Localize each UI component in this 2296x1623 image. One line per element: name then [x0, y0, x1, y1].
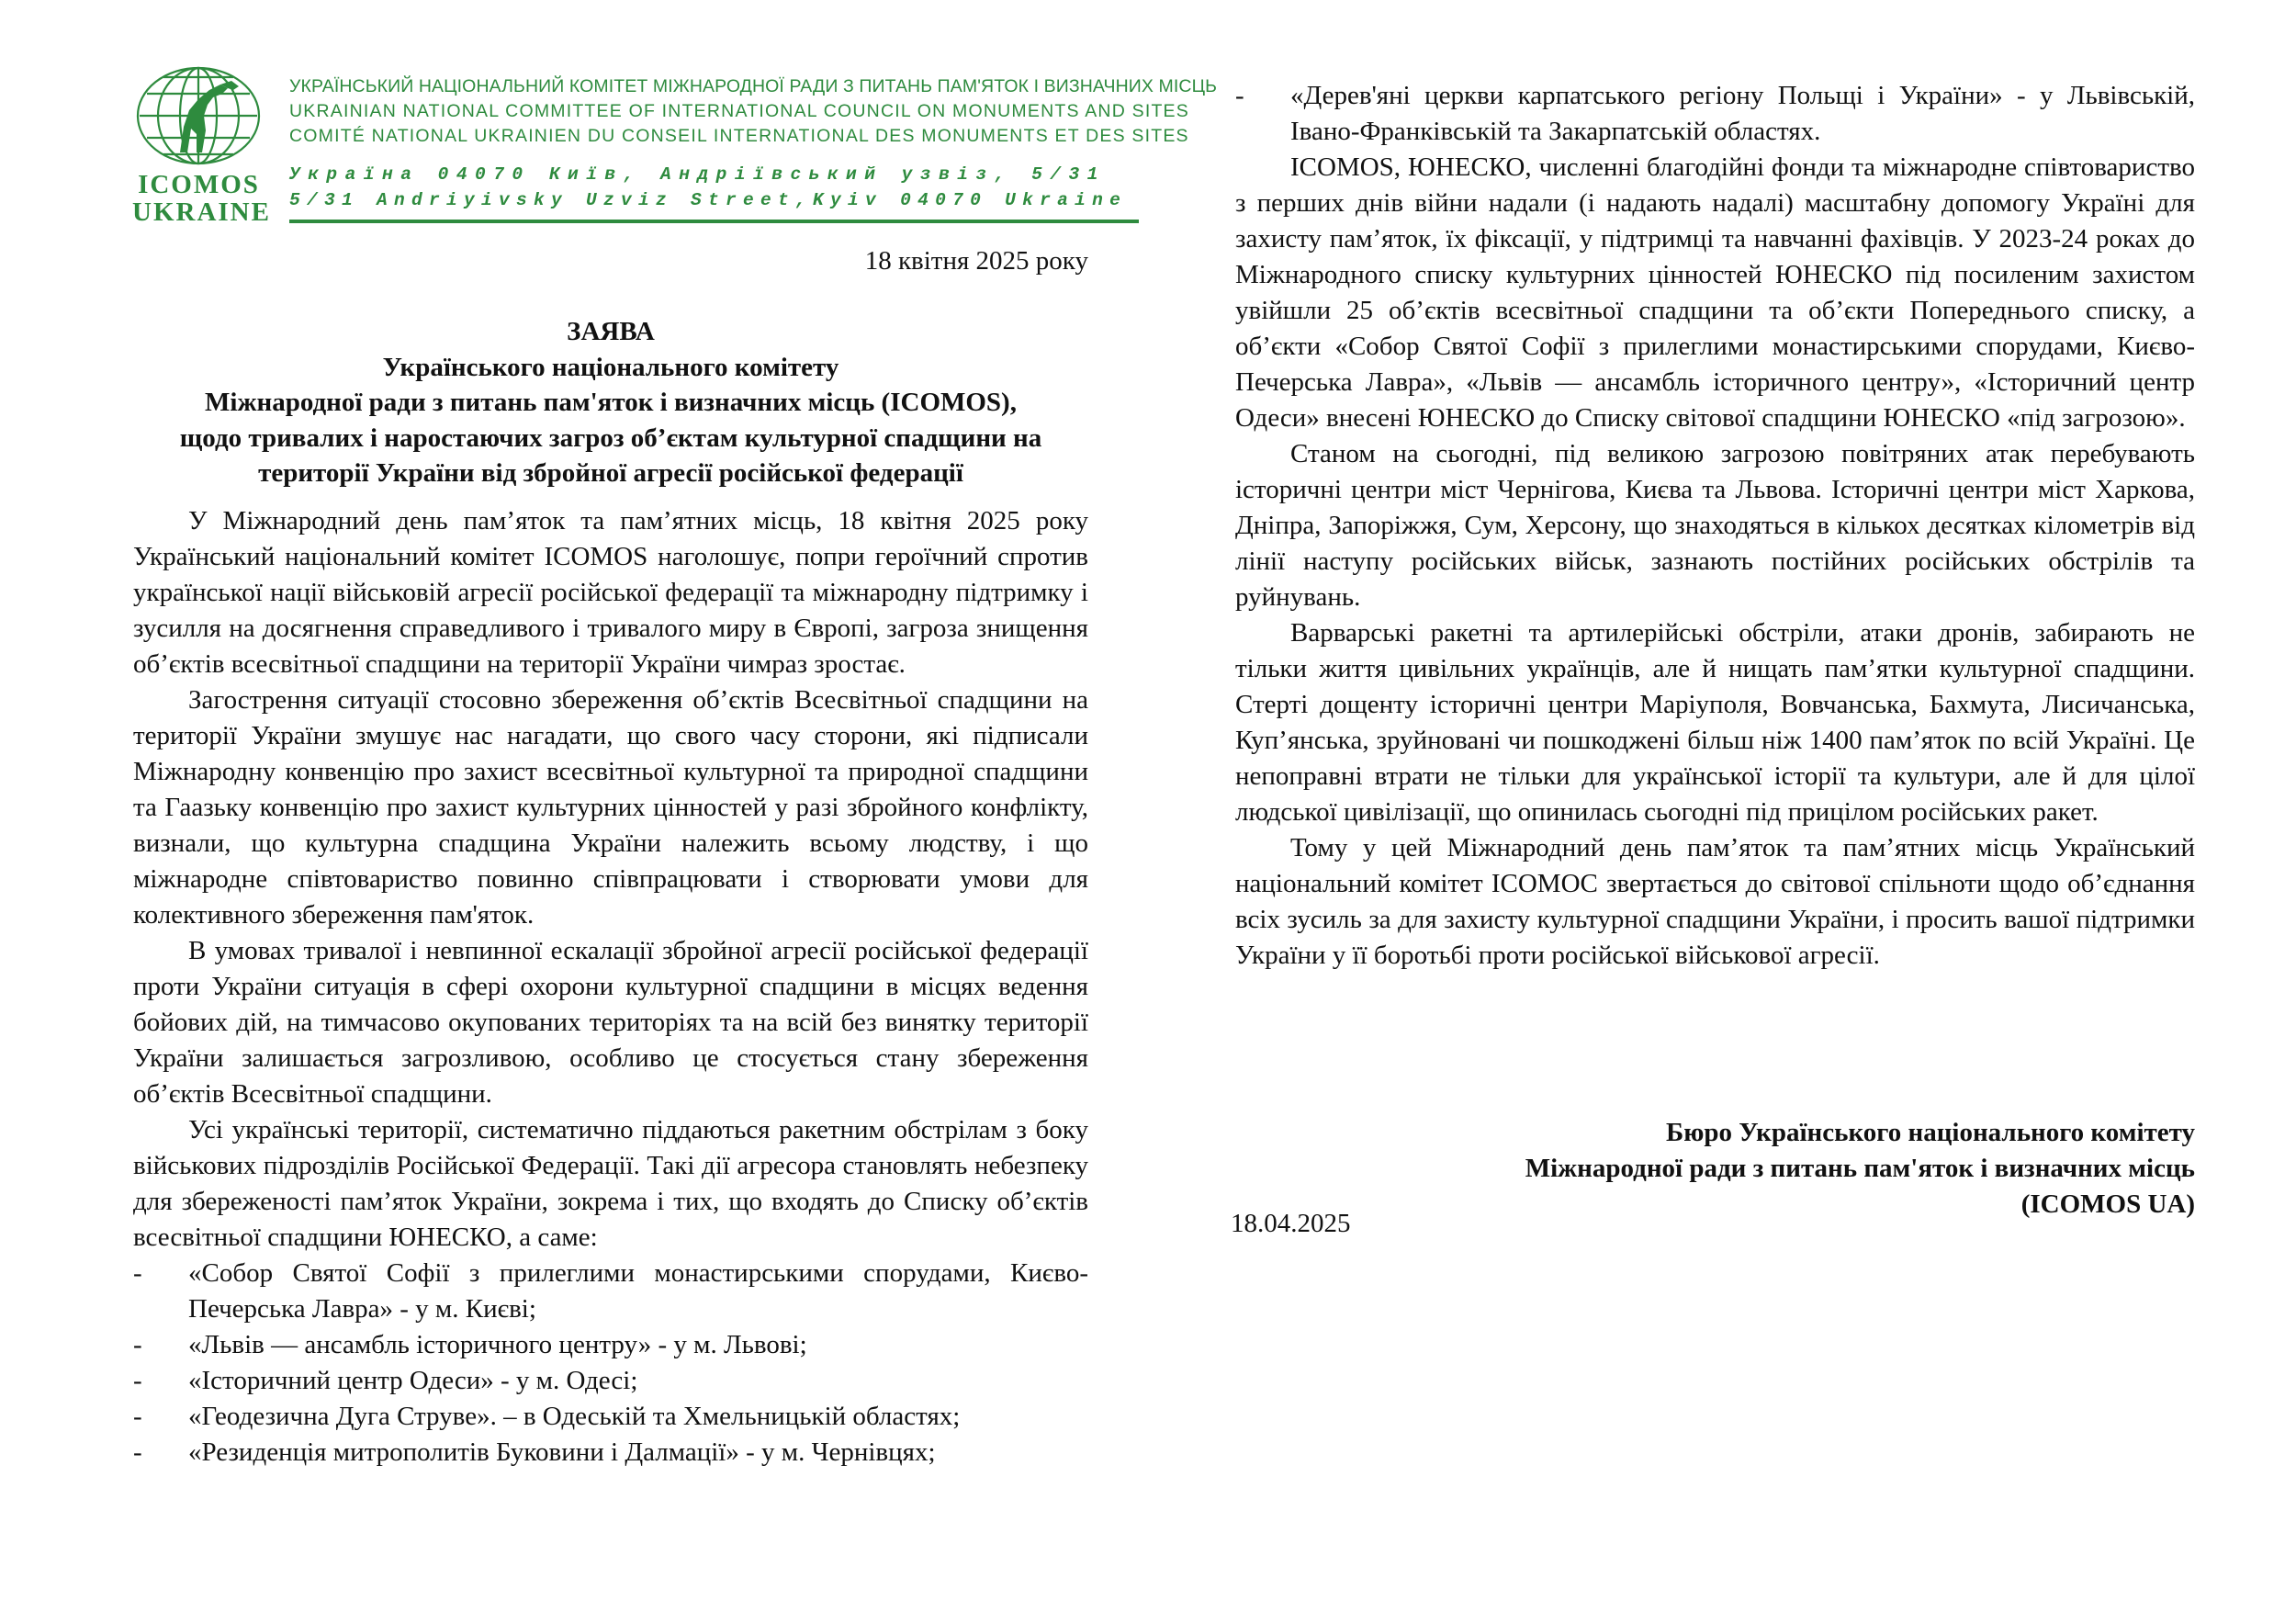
- paragraph: Тому у цей Міжнародний день пам’яток та пам’ятних місць Український національний комітет ICOMOC звертається до світової спільноти щодо об’єднання всіх зусиль за для захисту культурної спадщини України, і просить вашої підтримки України у її боротьбі проти російської військової агресії.: [1235, 833, 2195, 970]
- address-en: 5/31 Andriyivsky Uzviz Street,Kyiv 04070 Ukraine: [289, 190, 1128, 210]
- list-item-text: «Собор Святої Софії з прилеглими монастирськими спорудами, Києво-Печерська Лавра» - у м. Києві;: [188, 1258, 1088, 1324]
- statement-title: [133, 314, 1088, 491]
- letterhead-divider: [289, 220, 1139, 223]
- title-line-2: Українського національного комітету: [382, 352, 839, 382]
- logo-line-icomos: ICOMOS: [138, 170, 260, 199]
- paragraph: Станом на сьогодні, під великою загрозою повітряних атак перебувають історичні центри міст Чернігова, Києва та Львова. Історичні центри міст Харкова, Дніпра, Запоріжжя, Сум, Херсону, що знаходяться в кількох десятках кілометрів від лінії наступу російських військ, зазнають постійних російських обстрілів та руйнувань.: [1235, 439, 2195, 612]
- right-column: [1235, 78, 2195, 974]
- logo-line-ukraine: UKRAINE: [132, 197, 271, 227]
- heritage-list-item: [133, 1256, 1088, 1327]
- list-item-text: «Історичний центр Одеси» - у м. Одесі;: [188, 1366, 638, 1395]
- title-line-1: ЗАЯВА: [567, 317, 655, 346]
- list-item-text: «Геодезична Дуга Струве». – в Одеській та Хмельницькій областях;: [188, 1402, 961, 1431]
- heritage-list-item: [133, 1327, 1088, 1363]
- letterhead-line-en: UKRAINIAN NATIONAL COMMITTEE OF INTERNATIONAL COUNCIL ON MONUMENTS AND SITES: [289, 101, 1189, 121]
- heritage-list-item: [133, 1435, 1088, 1471]
- heritage-list-item: [1235, 78, 2195, 150]
- paragraph: У Міжнародний день пам’яток та пам’ятних місць, 18 квітня 2025 року Український національний комітет ICOMOS наголошує, попри героїчний спротив української нації військовій агресії російської федерації та міжнародну підтримку і зусилля на досягнення справедливого і тривалого миру в Європі, загроза знищення об’єктів всесвітньої спадщини на території України чимраз зростає.: [133, 506, 1088, 679]
- left-column: [133, 503, 1088, 1471]
- list-dash: -: [1235, 81, 1244, 110]
- list-dash: -: [133, 1330, 142, 1359]
- title-line-4: щодо тривалих і наростаючих загроз об’єктам культурної спадщини на: [179, 423, 1042, 453]
- list-dash: -: [133, 1402, 142, 1431]
- letterhead-line-ua: УКРАЇНСЬКИЙ НАЦІОНАЛЬНИЙ КОМІТЕТ МІЖНАРОДНОЇ РАДИ З ПИТАНЬ ПАМ'ЯТОК І ВИЗНАЧНИХ МІСЦЬ: [289, 76, 1217, 96]
- letterhead-address: [289, 162, 1134, 213]
- icomos-logo: [132, 62, 271, 227]
- list-item-text: «Львів — ансамбль історичного центру» - у м. Львові;: [188, 1330, 807, 1359]
- letterhead-line-fr: COMITÉ NATIONAL UKRAINIEN DU CONSEIL INTERNATIONAL DES MONUMENTS ET DES SITES: [289, 126, 1189, 146]
- signature-block: [1378, 1115, 2195, 1223]
- document-date: 18 квітня 2025 року: [864, 246, 1088, 276]
- title-line-5: території України від збройної агресії російської федерації: [258, 458, 963, 488]
- paragraph: В умовах тривалої і невпинної ескалації збройної агресії російської федерації проти України ситуація в сфері охорони культурної спадщини в місцях ведення бойових дій, на тимчасово окупованих територіях та на всій без винятку території України залишається загрозливою, особливо це стосується стану збереження об’єктів Всесвітньої спадщини.: [133, 936, 1088, 1109]
- signature-line-3: (ICOMOS UA): [2020, 1189, 2195, 1219]
- signature-date: 18.04.2025: [1231, 1209, 1351, 1238]
- paragraph: Загострення ситуації стосовно збереження об’єктів Всесвітньої спадщини на території України змушує нас нагадати, що свого часу сторони, які підписали Міжнародну конвенцію про захист всесвітньої культурної та природної спадщини та Гаазьку конвенцію про захист культурних цінностей у разі збройного конфлікту, визнали, що культурна спадщина України належить всьому людству, і що міжнародне співтовариство повинно співпрацювати і створювати умови для колективного збереження пам'яток.: [133, 685, 1088, 930]
- letterhead-committee-names: [289, 74, 1217, 149]
- list-dash: -: [133, 1258, 142, 1288]
- list-item-text: «Резиденція митрополитів Буковини і Далмації» - у м. Чернівцях;: [188, 1437, 936, 1467]
- list-item-text: «Дерев'яні церкви карпатського регіону Польщі і України» - у Львівській, Івано-Франківській та Закарпатській областях.: [1290, 81, 2195, 146]
- list-dash: -: [133, 1366, 142, 1395]
- paragraph: ICOMOS, ЮНЕСКО, численні благодійні фонди та міжнародне співтовариство з перших днів війни надали (і надають надалі) масштабну допомогу Україні для захисту пам’яток, їх фіксації, у підтримці та навчанні фахівців. У 2023-24 роках до Міжнародного списку культурних цінностей ЮНЕСКО під посиленим захистом увійшли 25 об’єктів всесвітньої спадщини та об’єкти Попереднього списку, а об’єкти «Собор Святої Софії з прилеглими монастирськими спорудами, Києво-Печерська Лавра», «Львів — ансамбль історичного центру», «Історичний центр Одеси» внесені ЮНЕСКО до Списку світової спадщини ЮНЕСКО «під загрозою».: [1235, 152, 2195, 433]
- title-line-3: Міжнародної ради з питань пам'яток і визначних місць (ICOMOS),: [205, 388, 1017, 417]
- globe-horse-icon: [132, 62, 265, 171]
- heritage-list-item: [133, 1363, 1088, 1399]
- paragraph: Варварські ракетні та артилерійські обстріли, атаки дронів, забирають не тільки життя цивільних українців, але й нищать пам’ятки культурної спадщини. Стерті дощенту історичні центри Маріуполя, Вовчанська, Бахмута, Лисичанська, Куп’янська, зруйновані чи пошкоджені більш ніж 1400 пам’яток по всій Україні. Це непоправні втрати не тільки для української історії та культури, але й для цілої людської цивілізації, що опинилась сьогодні під прицілом російських ракет.: [1235, 618, 2195, 827]
- signature-line-1: Бюро Українського національного комітету: [1666, 1118, 2195, 1147]
- paragraph: Усі українські території, систематично піддаються ракетним обстрілам з боку військових підрозділів Російської Федерації. Такі дії агресора становлять небезпеку для збереженості пам’яток України, зокрема і тих, що входять до Списку об’єктів всесвітньої спадщини ЮНЕСКО, а саме:: [133, 1115, 1088, 1252]
- signature-line-2: Міжнародної ради з питань пам'яток і визначних місць: [1525, 1154, 2195, 1183]
- address-ua: Україна 04070 Київ, Андріївський узвіз, 5/31: [289, 164, 1106, 185]
- list-dash: -: [133, 1437, 142, 1467]
- heritage-list-item: [133, 1399, 1088, 1435]
